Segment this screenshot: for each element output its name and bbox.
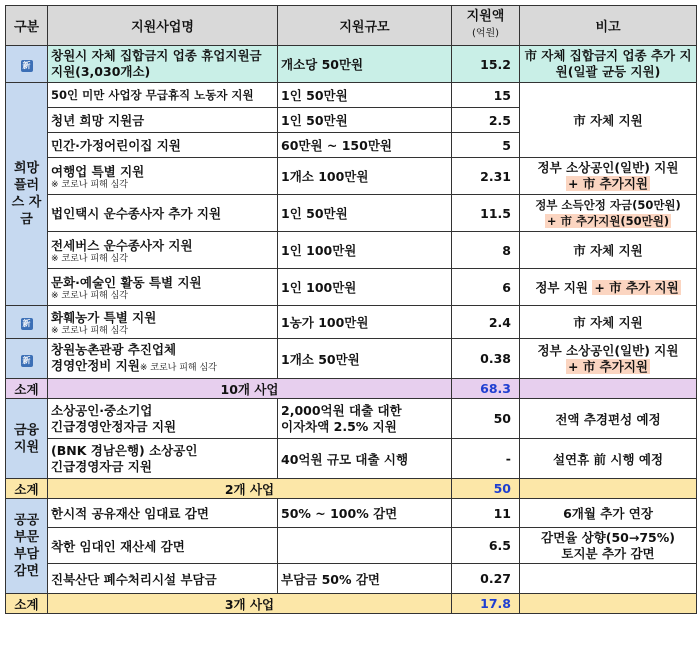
row-scale: 개소당 50만원	[278, 46, 452, 83]
new-badge-cell	[6, 306, 48, 339]
table-row	[6, 339, 697, 379]
row-amount: 0.38	[452, 339, 520, 379]
subtotal-row	[6, 594, 697, 614]
row-amount: 8	[452, 232, 520, 269]
row-amount: 11	[452, 499, 520, 528]
row-amount: 0.27	[452, 564, 520, 594]
table-row	[6, 306, 697, 339]
row-scale	[278, 528, 452, 564]
row-scale: 1인 50만원	[278, 108, 452, 133]
subtotal-label: 소계	[6, 479, 48, 499]
row-name: 화훼농가 특별 지원 ※ 코로나 피해 심각	[48, 306, 278, 339]
row-scale: 1인 100만원	[278, 269, 452, 306]
table-row	[6, 46, 697, 83]
row-scale: 부담금 50% 감면	[278, 564, 452, 594]
row-amount: 15.2	[452, 46, 520, 83]
new-badge-icon: 新	[22, 319, 31, 328]
subtotal-count: 3개 사업	[48, 594, 452, 614]
table-row	[6, 439, 697, 479]
row-name: 청년 희망 지원금	[48, 108, 278, 133]
subtotal-amount: 17.8	[452, 594, 520, 614]
row-name: 한시적 공유재산 임대료 감면	[48, 499, 278, 528]
subtotal-row	[6, 479, 697, 499]
row-name: 문화·예술인 활동 특별 지원 ※ 코로나 피해 심각	[48, 269, 278, 306]
row-amount: 50	[452, 399, 520, 439]
row-amount: 2.31	[452, 158, 520, 195]
row-amount: -	[452, 439, 520, 479]
row-scale: 1개소 100만원	[278, 158, 452, 195]
subtotal-note	[520, 594, 697, 614]
row-name: 50인 미만 사업장 무급휴직 노동자 지원	[48, 83, 278, 108]
row-name: 소상공인·중소기업 긴급경영안정자금 지원	[48, 399, 278, 439]
row-scale: 1인 50만원	[278, 83, 452, 108]
category-finance: 금융 지원	[6, 399, 48, 479]
row-scale: 50% ~ 100% 감면	[278, 499, 452, 528]
header-scale: 지원규모	[278, 6, 452, 46]
header-note: 비고	[520, 6, 697, 46]
row-scale: 1인 100만원	[278, 232, 452, 269]
row-note: 市 자체 지원	[520, 306, 697, 339]
header-category: 구분	[6, 6, 48, 46]
row-name: 창원농촌관광 추진업체 경영안정비 지원※ 코로나 피해 심각	[48, 339, 278, 379]
subtotal-amount: 50	[452, 479, 520, 499]
subtotal-amount: 68.3	[452, 379, 520, 399]
subtotal-count: 10개 사업	[48, 379, 452, 399]
support-table	[5, 5, 697, 614]
new-badge-icon: 新	[22, 61, 31, 70]
table-row	[6, 528, 697, 564]
row-note: 정부 소상공인(일반) 지원 + 市 추가지원	[520, 339, 697, 379]
subtotal-label: 소계	[6, 594, 48, 614]
subtotal-note	[520, 479, 697, 499]
subtotal-label: 소계	[6, 379, 48, 399]
row-name: 창원시 자체 집합금지 업종 휴업지원금 지원(3,030개소)	[48, 46, 278, 83]
row-scale: 1인 50만원	[278, 195, 452, 232]
table-row	[6, 564, 697, 594]
row-scale: 40억원 규모 대출 시행	[278, 439, 452, 479]
row-note: 전액 추경편성 예정	[520, 399, 697, 439]
row-note: 정부 소득안정 자금(50만원) + 市 추가지원(50만원)	[520, 195, 697, 232]
row-amount: 2.5	[452, 108, 520, 133]
table-row	[6, 83, 697, 108]
row-name: 여행업 특별 지원 ※ 코로나 피해 심각	[48, 158, 278, 195]
subtotal-note	[520, 379, 697, 399]
row-name: 착한 임대인 재산세 감면	[48, 528, 278, 564]
row-amount: 5	[452, 133, 520, 158]
row-note: 6개월 추가 연장	[520, 499, 697, 528]
row-scale: 2,000억원 대출 대한 이자차액 2.5% 지원	[278, 399, 452, 439]
table-row	[6, 158, 697, 195]
category-hope: 희망 플러스 자금	[6, 83, 48, 306]
row-scale: 60만원 ~ 150만원	[278, 133, 452, 158]
row-name: 민간·가정어린이집 지원	[48, 133, 278, 158]
row-note	[520, 564, 697, 594]
row-note: 정부 지원 + 市 추가 지원	[520, 269, 697, 306]
row-note: 정부 소상공인(일반) 지원 + 市 추가지원	[520, 158, 697, 195]
row-note: 市 자체 지원	[520, 232, 697, 269]
header-name: 지원사업명	[48, 6, 278, 46]
table-row	[6, 399, 697, 439]
table-row	[6, 499, 697, 528]
subtotal-row	[6, 379, 697, 399]
row-name: (BNK 경남은행) 소상공인 긴급경영자금 지원	[48, 439, 278, 479]
row-note: 감면율 상향(50→75%) 토지분 추가 감면	[520, 528, 697, 564]
row-name: 진북산단 폐수처리시설 부담금	[48, 564, 278, 594]
row-scale: 1농가 100만원	[278, 306, 452, 339]
table-row	[6, 269, 697, 306]
subtotal-count: 2개 사업	[48, 479, 452, 499]
category-public: 공공 부문 부담 감면	[6, 499, 48, 594]
row-name: 전세버스 운수종사자 지원 ※ 코로나 피해 심각	[48, 232, 278, 269]
row-note: 설연휴 前 시행 예정	[520, 439, 697, 479]
row-note: 市 자체 집합금지 업종 추가 지원(일괄 균등 지원)	[520, 46, 697, 83]
row-amount: 6.5	[452, 528, 520, 564]
table-row	[6, 195, 697, 232]
header-amount: 지원액 (억원)	[452, 6, 520, 46]
row-note: 市 자체 지원	[520, 83, 697, 158]
row-amount: 2.4	[452, 306, 520, 339]
new-badge-cell	[6, 339, 48, 379]
row-amount: 15	[452, 83, 520, 108]
row-name: 법인택시 운수종사자 추가 지원	[48, 195, 278, 232]
new-badge-icon: 新	[22, 355, 31, 365]
new-badge-cell	[6, 46, 48, 83]
row-amount: 6	[452, 269, 520, 306]
row-scale: 1개소 50만원	[278, 339, 452, 379]
table-row	[6, 232, 697, 269]
row-amount: 11.5	[452, 195, 520, 232]
